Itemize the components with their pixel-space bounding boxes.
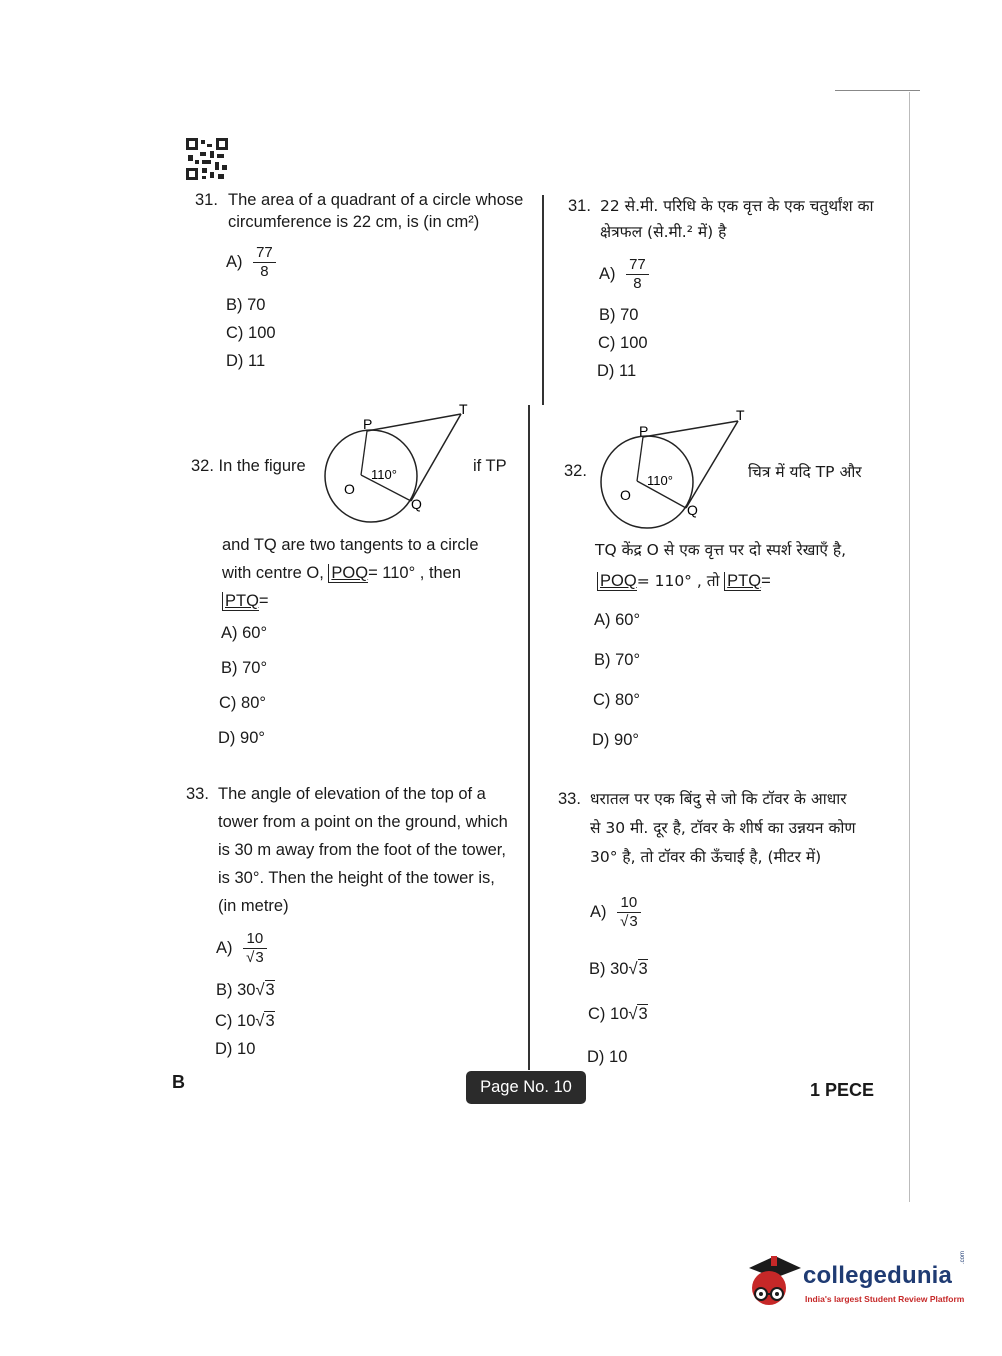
question-text: चित्र में यदि TP और	[748, 463, 862, 481]
scan-edge	[909, 92, 910, 1202]
option-b: B) 70	[226, 296, 266, 314]
question-text: POQ= 110° , तो PTQ=	[597, 567, 771, 595]
option-c: C) 80°	[593, 691, 640, 709]
column-divider	[528, 405, 530, 1070]
label-p: P	[639, 423, 649, 439]
question-33-en	[186, 780, 209, 808]
question-text: is 30 m away from the foot of the tower,	[218, 841, 506, 859]
option-d: D) 10	[215, 1040, 256, 1058]
label-o: O	[344, 481, 355, 497]
option-a: A) $\frac{77}{8}$	[599, 256, 649, 293]
question-number: 31.	[568, 197, 591, 215]
angle-label: 110°	[371, 467, 397, 482]
option-c: C) 10√3	[588, 1005, 648, 1023]
tangent-figure	[315, 400, 480, 530]
option-c: C) 80°	[219, 694, 266, 712]
angle-poq: POQ	[597, 572, 637, 591]
option-d: D) 11	[226, 352, 266, 370]
label-t: T	[736, 407, 745, 423]
option-b: B) 30√3	[216, 981, 275, 999]
question-text: and TQ are two tangents to a circle	[222, 536, 479, 554]
question-32-hi	[564, 457, 587, 485]
question-text: In the figure	[218, 457, 306, 475]
option-d: D) 90°	[592, 731, 639, 749]
option-c: C) 100	[226, 324, 276, 342]
label-q: Q	[411, 496, 422, 512]
option-a: A) $\frac{77}{8}$	[226, 244, 276, 281]
question-31-en	[195, 186, 535, 231]
question-text: PTQ=	[222, 587, 269, 615]
question-31-hi	[568, 192, 591, 220]
question-text: with centre O, POQ= 110° , then	[222, 564, 462, 582]
question-32-en	[191, 452, 306, 480]
question-33-hi	[558, 785, 581, 813]
question-number: 32.	[191, 457, 214, 475]
collegedunia-logo	[745, 1250, 970, 1310]
question-text: क्षेत्रफल (से.मी.² में) है	[600, 223, 727, 241]
question-number: 32.	[564, 462, 587, 480]
label-q: Q	[687, 502, 698, 518]
question-text: से 30 मी. दूर है, टॉवर के शीर्ष का उन्नयन कोण	[590, 819, 856, 837]
question-text: tower from a point on the ground, which	[218, 813, 508, 831]
question-number: 31.	[195, 191, 218, 209]
option-d: D) 10	[587, 1048, 628, 1066]
angle-ptq: PTQ	[222, 592, 259, 611]
question-text: circumference is 22 cm, is (in cm²)	[228, 213, 480, 231]
option-a: A) 60°	[221, 624, 268, 642]
label-p: P	[363, 416, 373, 432]
option-d: D) 11	[597, 362, 637, 380]
option-b: B) 70	[599, 306, 639, 324]
logo-name: collegedunia	[803, 1262, 953, 1289]
question-text: 22 से.मी. परिधि के एक वृत्त के एक चतुर्थांश का	[600, 197, 874, 215]
angle-label: 110°	[647, 473, 673, 488]
option-a: A) 60°	[594, 611, 641, 629]
set-label: B	[172, 1072, 185, 1092]
angle-ptq: PTQ	[724, 572, 761, 591]
option-d: D) 90°	[218, 729, 265, 747]
question-text: धरातल पर एक बिंदु से जो कि टॉवर के आधार	[590, 790, 847, 808]
option-a: A) $\frac{10}{√3}$	[590, 894, 641, 931]
question-number: 33.	[558, 790, 581, 808]
qr-code	[186, 138, 228, 180]
label-o: O	[620, 487, 631, 503]
option-b: B) 30√3	[589, 960, 648, 978]
column-divider	[542, 195, 544, 405]
question-number: 33.	[186, 785, 209, 803]
option-c: C) 100	[598, 334, 648, 352]
scan-edge	[835, 90, 920, 91]
question-text: The angle of elevation of the top of a	[218, 785, 486, 803]
angle-poq: POQ	[328, 564, 368, 583]
mascot-icon	[745, 1250, 803, 1310]
logo-tagline: India's largest Student Review Platform	[805, 1294, 965, 1304]
question-text: is 30°. Then the height of the tower is,	[218, 869, 495, 887]
question-text: The area of a quadrant of a circle whose	[228, 191, 524, 209]
tangent-figure	[592, 405, 757, 535]
option-b: B) 70°	[594, 651, 641, 669]
label-t: T	[459, 401, 468, 417]
question-text: 30° है, तो टॉवर की ऊँचाई है, (मीटर में)	[590, 848, 822, 866]
logo-suffix: .com	[960, 1250, 966, 1264]
question-text: if TP	[473, 457, 507, 475]
option-b: B) 70°	[221, 659, 268, 677]
question-text: (in metre)	[218, 897, 289, 915]
option-c: C) 10√3	[215, 1012, 275, 1030]
paper-code: 1 PECE	[810, 1080, 875, 1100]
page-number-badge: Page No. 10	[466, 1071, 586, 1104]
option-a: A) $\frac{10}{√3}$	[216, 930, 267, 967]
question-text: TQ केंद्र O से एक वृत्त पर दो स्पर्श रेखाएँ है,	[595, 541, 847, 559]
